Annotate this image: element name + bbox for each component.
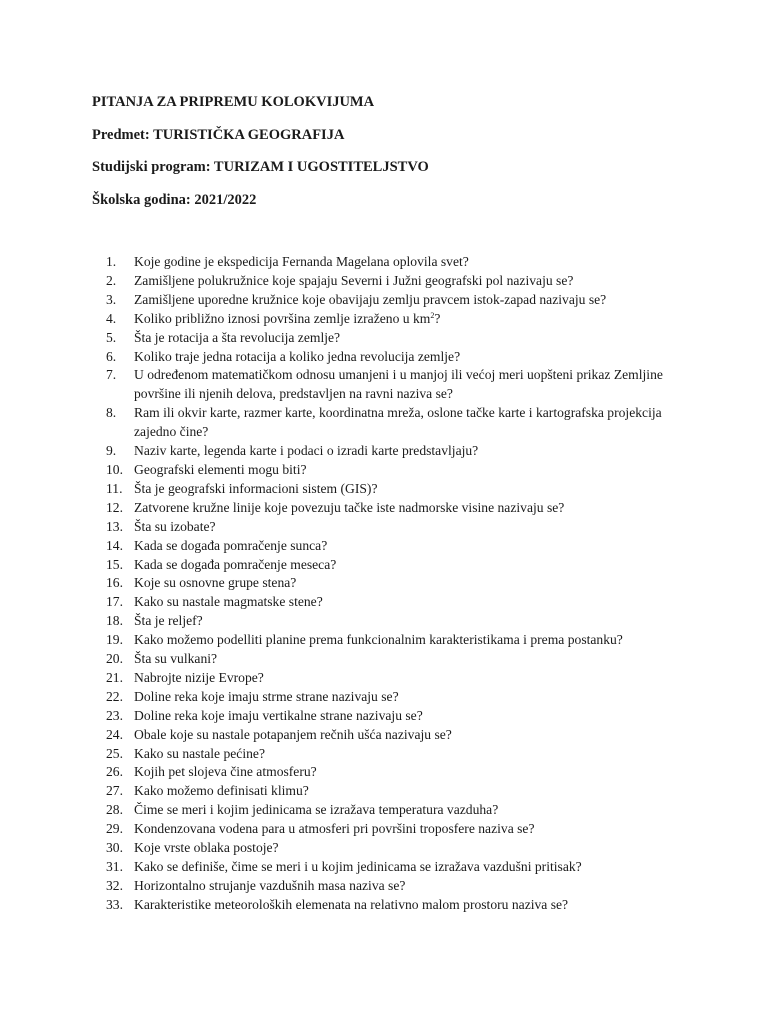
document-header xyxy=(92,92,712,222)
question-item xyxy=(106,310,686,329)
question-item xyxy=(106,707,686,726)
question-number: 17. xyxy=(106,594,123,610)
question-text xyxy=(134,839,686,858)
question-text xyxy=(134,329,686,348)
question-number: 9. xyxy=(106,443,117,459)
question-text xyxy=(134,348,686,367)
question-number: 8. xyxy=(106,405,117,421)
question-text xyxy=(134,537,686,556)
question-number: 24. xyxy=(106,726,123,742)
question-number: 5. xyxy=(106,329,117,345)
question-text-main: Zamišljene polukružnice koje spajaju Severni i Južni geografski pol nazivaju se? xyxy=(134,272,574,288)
question-number: 13. xyxy=(106,518,123,534)
question-text-main: Koje su osnovne grupe stena? xyxy=(134,575,297,591)
question-text-main: Kako su nastale magmatske stene? xyxy=(134,594,323,610)
question-number: 32. xyxy=(106,877,123,893)
question-text xyxy=(134,631,686,650)
question-text xyxy=(134,518,686,537)
question-text xyxy=(134,574,686,593)
question-number: 20. xyxy=(106,651,123,667)
question-text xyxy=(134,650,686,669)
question-item xyxy=(106,631,686,650)
question-text-main: Kada se događa pomračenje sunca? xyxy=(134,537,328,553)
question-text-main: Čime se meri i kojim jedinicama se izražava temperatura vazduha? xyxy=(134,802,499,818)
question-text xyxy=(134,310,686,329)
question-text-main: Doline reka koje imaju vertikalne strane nazivaju se? xyxy=(134,707,423,723)
question-item xyxy=(106,801,686,820)
question-text-end: ? xyxy=(434,310,441,326)
question-item xyxy=(106,612,686,631)
question-item xyxy=(106,480,686,499)
question-item xyxy=(106,650,686,669)
question-text xyxy=(134,707,686,726)
question-text-main: Karakteristike meteoroloških elemenata na relativno malom prostoru naziva se? xyxy=(134,896,569,912)
question-text xyxy=(134,480,686,499)
question-text-main: U određenom matematičkom odnosu umanjeni i u manjoj ili većoj meri uopšteni prikaz Zemljine površine ili njenih delova, predstavljen na ravni naziva se? xyxy=(134,367,663,402)
question-text-main: Geografski elementi mogu biti? xyxy=(134,461,307,477)
question-text xyxy=(134,556,686,575)
question-item xyxy=(106,291,686,310)
question-text xyxy=(134,461,686,480)
question-text xyxy=(134,291,686,310)
question-item xyxy=(106,404,686,442)
question-text-main: Kako možemo definisati klimu? xyxy=(134,783,309,799)
question-item xyxy=(106,537,686,556)
question-text xyxy=(134,366,686,404)
question-text xyxy=(134,782,686,801)
question-text-main: Koliko traje jedna rotacija a koliko jedna revolucija zemlje? xyxy=(134,348,461,364)
question-number: 18. xyxy=(106,613,123,629)
question-item xyxy=(106,839,686,858)
question-text xyxy=(134,593,686,612)
question-item xyxy=(106,442,686,461)
question-text xyxy=(134,688,686,707)
question-number: 33. xyxy=(106,896,123,912)
question-item xyxy=(106,745,686,764)
question-text-main: Ram ili okvir karte, razmer karte, koordinatna mreža, oslone tačke karte i kartografska projekcija zajedno čine? xyxy=(134,405,662,440)
question-item xyxy=(106,820,686,839)
question-item xyxy=(106,556,686,575)
question-number: 11. xyxy=(106,480,123,496)
question-item xyxy=(106,499,686,518)
question-number: 23. xyxy=(106,707,123,723)
question-text-main: Nabrojte nizije Evrope? xyxy=(134,669,264,685)
question-item xyxy=(106,253,686,272)
question-text xyxy=(134,612,686,631)
question-text-main: Horizontalno strujanje vazdušnih masa naziva se? xyxy=(134,877,406,893)
question-text-main: Koje godine je ekspedicija Fernanda Magelana oplovila svet? xyxy=(134,254,469,269)
question-text xyxy=(134,726,686,745)
question-item xyxy=(106,669,686,688)
question-text xyxy=(134,253,686,272)
question-number: 21. xyxy=(106,669,123,685)
question-text-main: Koje vrste oblaka postoje? xyxy=(134,840,279,856)
question-text-main: Zatvorene kružne linije koje povezuju tačke iste nadmorske visine nazivaju se? xyxy=(134,499,565,515)
question-text xyxy=(134,858,686,877)
question-text-main: Naziv karte, legenda karte i podaci o izradi karte predstavljaju? xyxy=(134,443,479,459)
question-text xyxy=(134,745,686,764)
question-item xyxy=(106,461,686,480)
question-text xyxy=(134,820,686,839)
question-number: 6. xyxy=(106,348,117,364)
question-number: 19. xyxy=(106,632,123,648)
question-number: 30. xyxy=(106,840,123,856)
question-number: 26. xyxy=(106,764,123,780)
question-number: 28. xyxy=(106,802,123,818)
question-text xyxy=(134,442,686,461)
question-number: 14. xyxy=(106,537,123,553)
question-text-main: Šta je geografski informacioni sistem (GIS)? xyxy=(134,480,378,496)
question-number: 12. xyxy=(106,499,123,515)
question-text-main: Obale koje su nastale potapanjem rečnih ušća nazivaju se? xyxy=(134,726,452,742)
question-number: 3. xyxy=(106,291,117,307)
question-text-main: Zamišljene uporedne kružnice koje obavijaju zemlju pravcem istok-zapad nazivaju se? xyxy=(134,291,607,307)
question-text xyxy=(134,801,686,820)
question-text-main: Kako možemo podelliti planine prema funkcionalnim karakteristikama i prema postanku? xyxy=(134,632,623,648)
question-item xyxy=(106,858,686,877)
question-text xyxy=(134,763,686,782)
school-year-line: Školska godina: 2021/2022 xyxy=(92,191,257,208)
question-text-main: Kojih pet slojeva čine atmosferu? xyxy=(134,764,317,780)
question-text-main: Šta su izobate? xyxy=(134,518,216,534)
question-item xyxy=(106,272,686,291)
question-item xyxy=(106,593,686,612)
question-text xyxy=(134,877,686,896)
question-text-main: Kako su nastale pećine? xyxy=(134,745,265,761)
question-item xyxy=(106,518,686,537)
question-text-main: Koliko približno iznosi površina zemlje izraženo u km xyxy=(134,310,431,326)
superscript: 2 xyxy=(430,310,435,320)
question-text xyxy=(134,404,686,442)
question-item xyxy=(106,763,686,782)
question-number: 22. xyxy=(106,688,123,704)
question-item xyxy=(106,688,686,707)
question-number: 31. xyxy=(106,859,123,874)
question-text-main: Doline reka koje imaju strme strane nazivaju se? xyxy=(134,688,399,704)
question-list xyxy=(106,253,686,915)
question-item xyxy=(106,782,686,801)
question-text xyxy=(134,272,686,291)
question-number: 27. xyxy=(106,783,123,799)
question-item xyxy=(106,726,686,745)
question-item xyxy=(106,896,686,915)
question-text-main: Šta su vulkani? xyxy=(134,651,218,667)
question-number: 15. xyxy=(106,556,123,572)
question-item xyxy=(106,574,686,593)
question-text-main: Kako se definiše, čime se meri i u kojim jedinicama se izražava vazdušni pritisak? xyxy=(134,859,582,874)
question-number: 29. xyxy=(106,821,123,837)
question-text xyxy=(134,669,686,688)
question-item xyxy=(106,329,686,348)
question-number: 4. xyxy=(106,310,117,326)
question-number: 16. xyxy=(106,575,123,591)
question-text xyxy=(134,896,686,915)
question-number: 1. xyxy=(106,254,117,269)
document-title: PITANJA ZA PRIPREMU KOLOKVIJUMA xyxy=(92,94,375,110)
study-program-line: Studijski program: TURIZAM I UGOSTITELJSTVO xyxy=(92,159,429,175)
question-item xyxy=(106,366,686,404)
question-number: 25. xyxy=(106,745,123,761)
question-item xyxy=(106,348,686,367)
question-text-main: Kondenzovana vodena para u atmosferi pri površini troposfere naziva se? xyxy=(134,821,535,837)
question-item xyxy=(106,877,686,896)
question-number: 2. xyxy=(106,272,117,288)
question-number: 7. xyxy=(106,367,117,383)
question-text-main: Šta je reljef? xyxy=(134,613,203,629)
question-text xyxy=(134,499,686,518)
question-number: 10. xyxy=(106,461,123,477)
question-text-main: Kada se događa pomračenje meseca? xyxy=(134,556,337,572)
subject-line: Predmet: TURISTIČKA GEOGRAFIJA xyxy=(92,126,345,143)
question-text-main: Šta je rotacija a šta revolucija zemlje? xyxy=(134,329,341,345)
